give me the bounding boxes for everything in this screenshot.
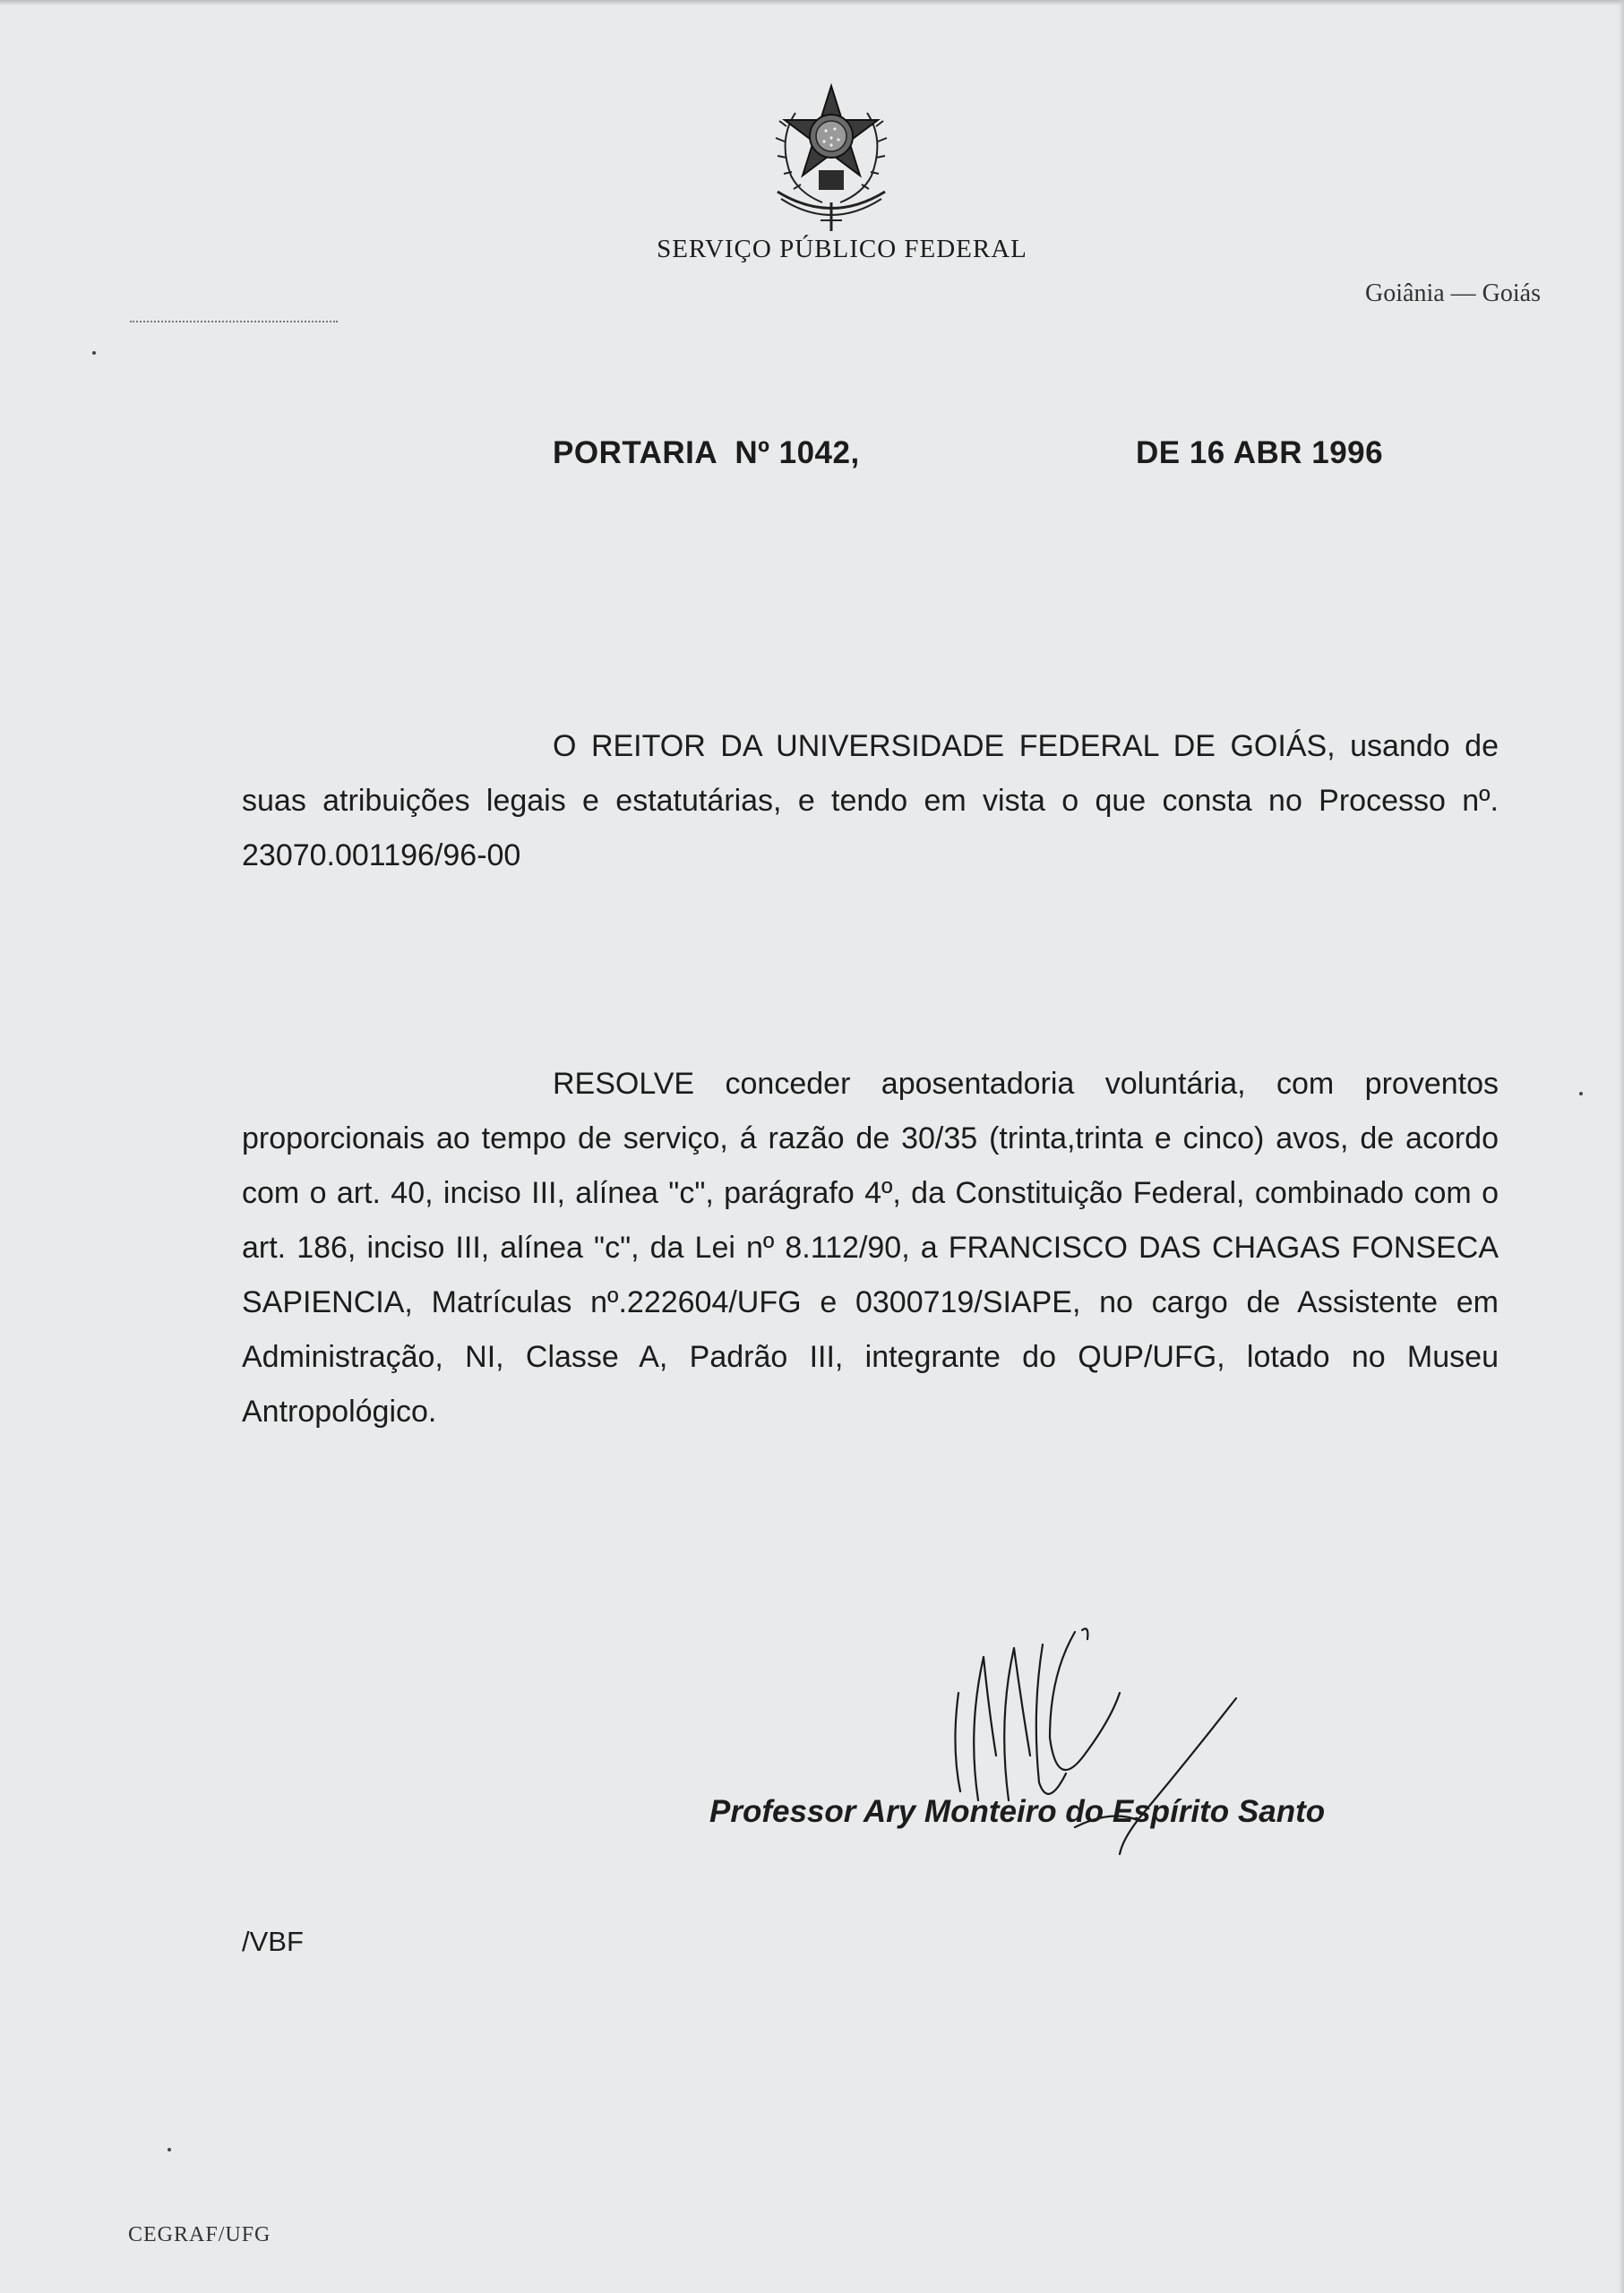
scan-speck: [1579, 1092, 1583, 1095]
scan-speck: [168, 2148, 171, 2151]
printer-mark: CEGRAF/UFG: [128, 2223, 271, 2246]
signer-name: Professor Ary Monteiro do Espírito Santo: [709, 1794, 1326, 1829]
dotted-divider: [130, 321, 338, 322]
scan-right-edge: [1619, 0, 1624, 2293]
ordinance-number: PORTARIA Nº 1042,: [553, 435, 860, 470]
scan-speck: [92, 351, 96, 355]
preamble-paragraph: O REITOR DA UNIVERSIDADE FEDERAL DE GOIÁS, usando de suas atribuições legais e estatutárias, e tendo em vista o que consta no Processo nº. 23070.001196/96-00: [242, 729, 1499, 872]
handwritten-signature: [932, 1621, 1254, 1881]
agency-header: SERVIÇO PÚBLICO FEDERAL: [657, 235, 1027, 263]
location-line: Goiânia — Goiás: [1365, 279, 1541, 307]
typist-initials: /VBF: [242, 1926, 304, 1957]
scan-top-edge: [0, 0, 1624, 5]
ordinance-date: DE 16 ABR 1996: [1136, 435, 1384, 470]
coat-of-arms-seal: [760, 77, 903, 238]
resolution-paragraph: RESOLVE conceder aposentadoria voluntária, com proventos proporcionais ao tempo de serviço, á razão de 30/35 (trinta,trinta e cinco) avos, de acordo com o art. 40, inciso III, alínea "c", parágrafo 4º, da Constituição Federal, combinado com o art. 186, inciso III, alínea "c", da Lei nº 8.112/90, a FRANCISCO DAS CHAGAS FONSECA SAPIENCIA, Matrículas nº.222604/UFG e 0300719/SIAPE, no cargo de Assistente em Administração, NI, Classe A, Padrão III, integrante do QUP/UFG, lotado no Museu Antropológico.: [242, 1067, 1499, 1429]
